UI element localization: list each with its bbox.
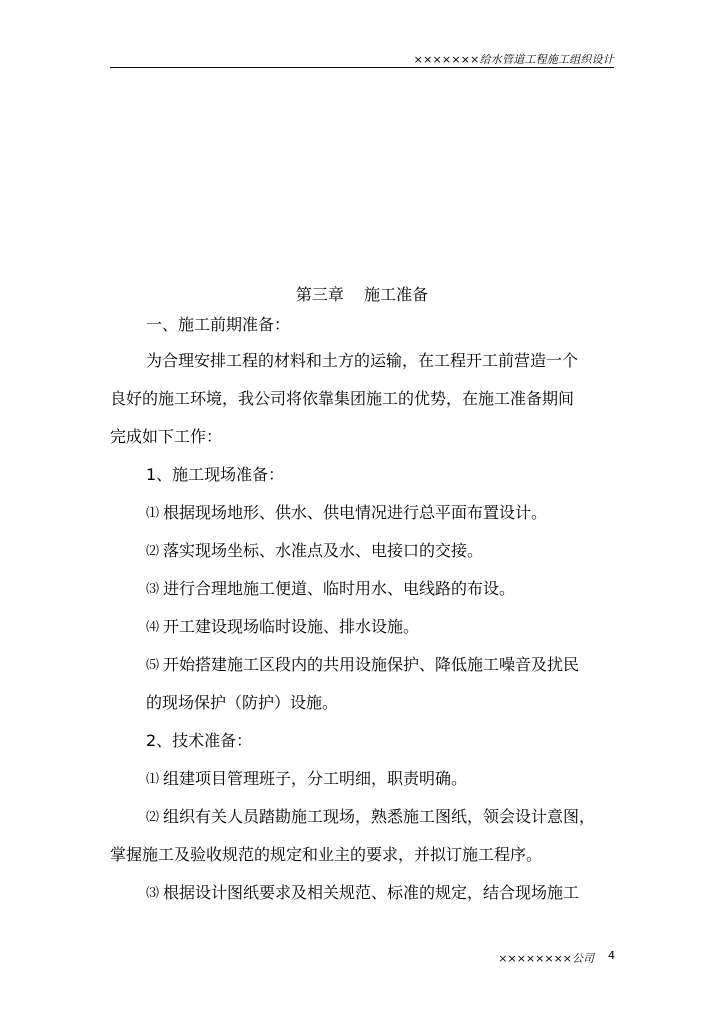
item-number: ⑶ <box>146 886 160 901</box>
subsection-heading-site <box>146 463 284 487</box>
section-heading-preparation <box>146 313 290 337</box>
item-number: ⑶ <box>146 582 160 597</box>
list-item-continuation <box>110 843 542 867</box>
item-text: 根据现场地形、供水、供电情况进行总平面布置设计。 <box>163 503 548 522</box>
page-number: 4 <box>608 949 615 962</box>
paragraph-text: 良好的施工环境，我公司将依靠集团施工的优势，在施工准备期间 <box>110 389 575 408</box>
list-item <box>146 767 467 792</box>
running-header: ×××××××给水管道工程施工组织设计 <box>413 53 614 66</box>
item-number: ⑷ <box>146 620 160 635</box>
subsection-heading-technical <box>146 729 252 753</box>
list-item <box>146 881 579 906</box>
list-item <box>146 653 579 678</box>
list-item-continuation <box>146 691 338 715</box>
header-rule <box>110 67 614 68</box>
section-heading-text: 一、施工前期准备： <box>146 315 291 334</box>
item-number: ⑵ <box>146 544 160 559</box>
item-text: 落实现场坐标、水准点及水、电接口的交接。 <box>163 541 484 560</box>
list-item <box>146 501 547 526</box>
paragraph-line <box>110 387 574 411</box>
paragraph-line <box>146 349 578 373</box>
list-item <box>146 805 595 830</box>
chapter-title: 第三章 施工准备 <box>295 285 429 304</box>
list-item <box>146 615 419 640</box>
item-number: ⑴ <box>146 506 160 521</box>
item-number: ⑸ <box>146 658 160 673</box>
footer-company: ××××××××公司 <box>498 952 594 965</box>
item-text: 组织有关人员踏勘施工现场，熟悉施工图纸，领会设计意图， <box>163 807 596 826</box>
item-text: 的现场保护（防护）设施。 <box>146 693 339 712</box>
paragraph-text: 为合理安排工程的材料和土方的运输，在工程开工前营造一个 <box>146 351 579 370</box>
subsection-heading-text: 2、技术准备： <box>146 731 253 750</box>
list-item <box>146 539 483 564</box>
item-text: 开工建设现场临时设施、排水设施。 <box>163 617 420 636</box>
paragraph-text: 完成如下工作： <box>110 427 223 446</box>
item-text: 根据设计图纸要求及相关规范、标准的规定，结合现场施工 <box>163 883 580 902</box>
item-text: 进行合理地施工便道、临时用水、电线路的布设。 <box>163 579 516 598</box>
item-text: 掌握施工及验收规范的规定和业主的要求，并拟订施工程序。 <box>110 845 543 864</box>
paragraph-line <box>110 425 222 449</box>
item-number: ⑵ <box>146 810 160 825</box>
list-item <box>146 577 515 602</box>
item-text: 开始搭建施工区段内的共用设施保护、降低施工噪音及扰民 <box>163 655 580 674</box>
item-text: 组建项目管理班子，分工明细，职责明确。 <box>163 769 468 788</box>
subsection-heading-text: 1、施工现场准备： <box>146 465 285 484</box>
item-number: ⑴ <box>146 772 160 787</box>
